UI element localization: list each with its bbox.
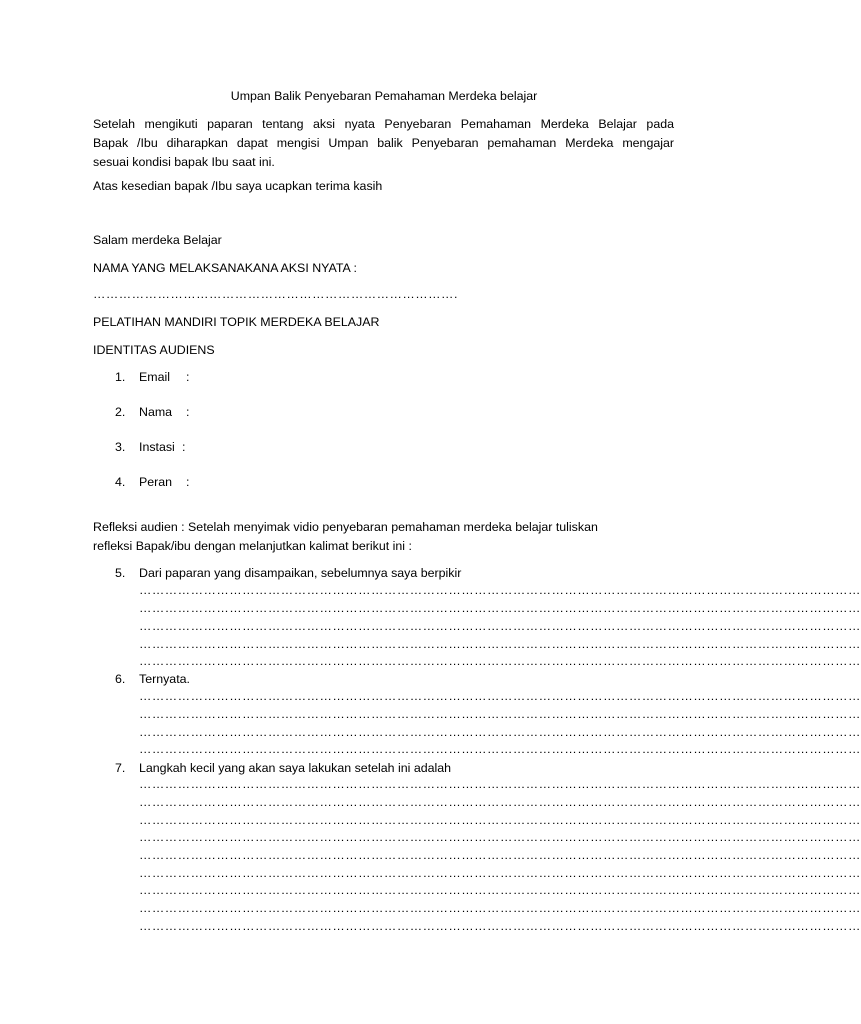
answer-line[interactable]: ……………………………………………………………………………………………………………………………………………………: [139, 813, 861, 827]
question-text: Ternyata.: [139, 672, 190, 686]
training-topic: PELATIHAN MANDIRI TOPIK MERDEKA BELAJAR: [93, 315, 380, 329]
answer-line[interactable]: ……………………………………………………………………………………………………………………………………………………: [139, 689, 861, 703]
thanks-text: Atas kesedian bapak /Ibu saya ucapkan terima kasih: [93, 179, 383, 193]
reflection-intro: refleksi Bapak/ibu dengan melanjutkan kalimat berikut ini :: [93, 539, 412, 553]
reflection-intro: Refleksi audien : Setelah menyimak vidio penyebaran pemahaman merdeka belajar tuliskan: [93, 520, 598, 534]
answer-line[interactable]: ……………………………………………………………………………………………………………………………………………………: [139, 619, 861, 633]
name-label: NAMA YANG MELAKSANAKANA AKSI NYATA :: [93, 261, 357, 275]
item-label: Email: [139, 370, 170, 384]
answer-line[interactable]: ……………………………………………………………………………………………………………………………………………………: [139, 583, 861, 597]
question-text: Dari paparan yang disampaikan, sebelumnya saya berpikir: [139, 566, 462, 580]
intro-line: sesuai kondisi bapak Ibu saat ini.: [93, 155, 275, 169]
item-label: Instasi: [139, 440, 175, 454]
question-text: Langkah kecil yang akan saya lakukan setelah ini adalah: [139, 761, 452, 775]
intro-paragraph: [93, 115, 674, 172]
name-dotted-field[interactable]: ………………………………………………………………………….: [93, 287, 458, 301]
question-number: 6.: [115, 672, 126, 686]
question-5: [115, 567, 461, 579]
answer-line[interactable]: ……………………………………………………………………………………………………………………………………………………: [139, 742, 861, 756]
answer-line[interactable]: ……………………………………………………………………………………………………………………………………………………: [139, 795, 861, 809]
intro-line: Setelah mengikuti paparan tentang aksi nyata Penyebaran Pemahaman Merdeka Belajar pada: [93, 117, 674, 131]
identity-item-email[interactable]: [115, 371, 189, 383]
question-number: 7.: [115, 761, 126, 775]
item-colon: :: [186, 370, 190, 384]
identity-item-peran[interactable]: [115, 476, 189, 488]
answer-line[interactable]: ……………………………………………………………………………………………………………………………………………………: [139, 707, 861, 721]
page-title: Umpan Balik Penyebaran Pemahaman Merdeka belajar: [230, 89, 538, 103]
intro-line: Bapak /Ibu diharapkan dapat mengisi Umpan balik Penyebaran pemahaman Merdeka mengajar: [93, 136, 674, 150]
question-7: [115, 762, 451, 774]
answer-line[interactable]: ……………………………………………………………………………………………………………………………………………………: [139, 637, 861, 651]
answer-line[interactable]: ……………………………………………………………………………………………………………………………………………………: [139, 866, 861, 880]
question-number: 5.: [115, 566, 126, 580]
answer-line[interactable]: ……………………………………………………………………………………………………………………………………………………: [139, 901, 861, 915]
item-colon: :: [186, 475, 190, 489]
question-6: [115, 673, 190, 685]
item-number: 3.: [115, 440, 126, 454]
answer-line[interactable]: ……………………………………………………………………………………………………………………………………………………: [139, 919, 861, 933]
answer-line[interactable]: ……………………………………………………………………………………………………………………………………………………: [139, 725, 861, 739]
answer-line[interactable]: ……………………………………………………………………………………………………………………………………………………: [139, 883, 861, 897]
greeting-text: Salam merdeka Belajar: [93, 233, 222, 247]
item-label: Nama: [139, 405, 173, 419]
item-number: 2.: [115, 405, 126, 419]
answer-line[interactable]: ……………………………………………………………………………………………………………………………………………………: [139, 654, 861, 668]
item-colon: :: [186, 405, 190, 419]
item-colon: :: [182, 440, 186, 454]
answer-line[interactable]: ……………………………………………………………………………………………………………………………………………………: [139, 777, 861, 791]
identity-item-instasi[interactable]: [115, 441, 185, 453]
answer-line[interactable]: ……………………………………………………………………………………………………………………………………………………: [139, 848, 861, 862]
answer-line[interactable]: ……………………………………………………………………………………………………………………………………………………: [139, 601, 861, 615]
identity-heading: IDENTITAS AUDIENS: [93, 343, 215, 357]
item-label: Peran: [139, 475, 173, 489]
answer-line[interactable]: ……………………………………………………………………………………………………………………………………………………: [139, 830, 861, 844]
item-number: 1.: [115, 370, 126, 384]
identity-item-nama[interactable]: [115, 406, 189, 418]
item-number: 4.: [115, 475, 126, 489]
